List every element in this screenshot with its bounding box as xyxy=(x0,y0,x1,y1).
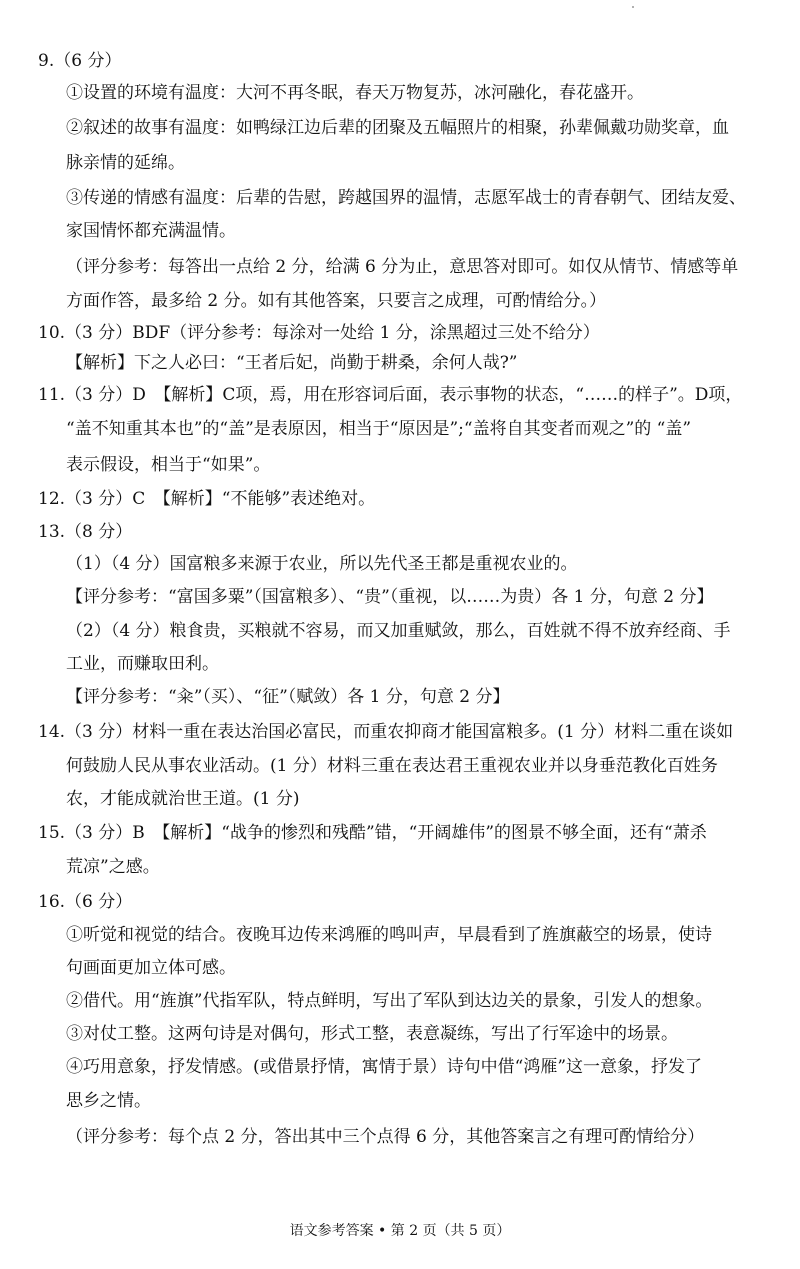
page-footer: 语文参考答案 • 第 2 页（共 5 页） xyxy=(289,1223,511,1239)
q14-line-2: 何鼓励人民从事农业活动。(1 分）材料三重在表达君王重视农业并以身垂范教化百姓务 xyxy=(66,756,718,776)
q9-scoring-note: （评分参考：每答出一点给 2 分，给满 6 分为止，意思答对即可。如仅从情节、情感等单 xyxy=(66,257,739,277)
q16-point-4-cont: 思乡之情。 xyxy=(66,1091,151,1111)
q9-heading: 9.（6 分） xyxy=(38,51,122,71)
q13-part-2-cont: 工业，而赚取田利。 xyxy=(66,654,219,674)
q9-scoring-note-cont: 方面作答，最多给 2 分。如有其他答案，只要言之成理，可酌情给分。） xyxy=(66,291,607,311)
q16-point-1: ①听觉和视觉的结合。夜晚耳边传来鸿雁的鸣叫声，早晨看到了旌旗蔽空的场景，使诗 xyxy=(66,925,712,945)
q16-heading: 16.（6 分） xyxy=(38,892,133,912)
q15-heading: 15.（3 分）B 【解析】“战争的惨烈和残酷”错，“开阔雄伟”的图景不够全面，还有“萧杀 xyxy=(38,823,707,843)
scan-speck xyxy=(632,6,634,8)
q16-scoring-note: （评分参考：每个点 2 分，答出其中三个点得 6 分，其他答案言之有理可酌情给分） xyxy=(66,1127,705,1147)
q10-heading: 10.（3 分）BDF（评分参考：每涂对一处给 1 分，涂黑超过三处不给分） xyxy=(38,323,600,343)
q10-analysis: 【解析】下之人必曰：“王者后妃，尚勤于耕桑，余何人哉?” xyxy=(66,353,518,373)
q14-line-3: 农，才能成就治世王道。(1 分) xyxy=(66,789,300,809)
q9-point-1: ①设置的环境有温度：大河不再冬眠，春天万物复苏，冰河融化，春花盛开。 xyxy=(66,83,644,103)
q13-part-1-scoring: 【评分参考：“富国多粟”（国富粮多）、“贵”（重视，以……为贵）各 1 分，句意 2 分】 xyxy=(66,587,714,607)
q13-part-2-scoring: 【评分参考：“籴”（买）、“征”（赋敛）各 1 分，句意 2 分】 xyxy=(66,687,510,707)
q16-point-2: ②借代。用“旌旗”代指军队，特点鲜明，写出了军队到达边关的景象，引发人的想象。 xyxy=(66,991,713,1011)
q14-heading: 14.（3 分）材料一重在表达治国必富民，而重农抑商才能国富粮多。(1 分）材料二重在谈如 xyxy=(38,722,734,742)
q9-point-3-cont: 家国情怀都充满温情。 xyxy=(66,221,236,241)
q11-analysis-line-2: 表示假设，相当于“如果”。 xyxy=(66,455,271,475)
q9-point-3: ③传递的情感有温度：后辈的告慰，跨越国界的温情，志愿军战士的青春朝气、团结友爱、 xyxy=(66,188,746,208)
q9-point-2-cont: 脉亲情的延绵。 xyxy=(66,153,185,173)
q11-heading: 11.（3 分）D 【解析】C项，焉，用在形容词后面，表示事物的状态，“……的样子”。D项， xyxy=(38,385,743,405)
q13-heading: 13.（8 分） xyxy=(38,522,133,542)
q15-line-2: 荒凉”之感。 xyxy=(66,857,160,877)
q16-point-1-cont: 句画面更加立体可感。 xyxy=(66,958,236,978)
q13-part-1: （1）（4 分）国富粮多来源于农业，所以先代圣王都是重视农业的。 xyxy=(66,554,578,574)
q16-point-3: ③对仗工整。这两句诗是对偶句，形式工整，表意凝练，写出了行军途中的场景。 xyxy=(66,1024,678,1044)
q9-point-2: ②叙述的故事有温度：如鸭绿江边后辈的团聚及五幅照片的相聚，孙辈佩戴功勋奖章，血 xyxy=(66,118,729,138)
q16-point-4: ④巧用意象，抒发情感。(或借景抒情，寓情于景）诗句中借“鸿雁”这一意象，抒发了 xyxy=(66,1057,703,1077)
q13-part-2: （2）（4 分）粮食贵，买粮就不容易，而又加重赋敛，那么，百姓就不得不放弃经商、手 xyxy=(66,621,731,641)
q11-analysis-line-1: “盖不知重其本也”的“盖”是表原因，相当于“原因是”;“盖将自其变者而观之”的 “盖” xyxy=(66,419,692,439)
q12-heading: 12.（3 分）C 【解析】“不能够”表述绝对。 xyxy=(38,489,376,509)
